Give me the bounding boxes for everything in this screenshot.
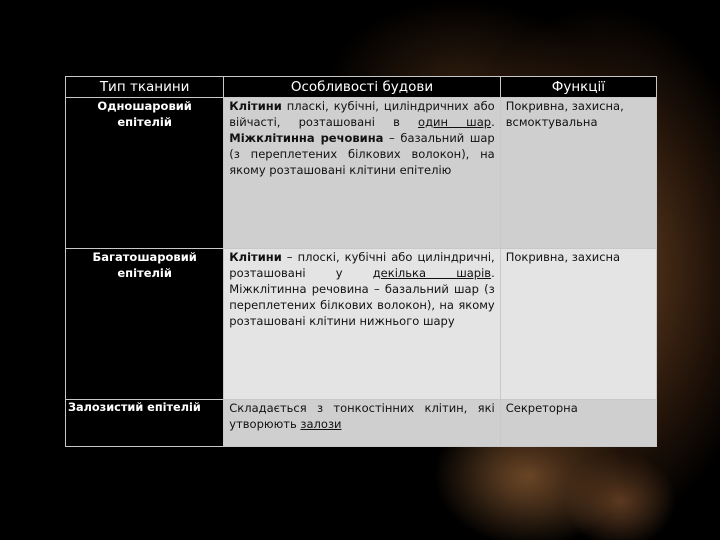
features-text: Складається з тонкостінних клітин, які утворюють (229, 401, 495, 431)
structure-features-cell (224, 400, 500, 447)
features-text: . (491, 115, 495, 129)
table-row (66, 249, 657, 400)
header-structure-features: Особливості будови (224, 77, 500, 98)
structure-features-cell (224, 249, 500, 400)
features-underlined-text: залози (300, 417, 342, 431)
tissue-type-cell: Одношаровий епітелій (66, 98, 224, 249)
functions-cell: Покривна, захисна, всмоктувальна (500, 98, 656, 249)
epithelium-table (65, 76, 657, 447)
features-text: – плоскі, кубічні або циліндричні, розташовані у (229, 250, 495, 280)
tissue-type-cell: Залозистий епітелій (66, 400, 224, 447)
features-bold-text: Клітини (229, 99, 282, 113)
features-bold-text: Міжклітинна речовина (229, 131, 384, 145)
functions-cell: Покривна, захисна (500, 249, 656, 400)
header-tissue-type: Тип тканини (66, 77, 224, 98)
table-header-row (66, 77, 657, 98)
features-text: – базальний шар (з переплетених білкових волокон), на якому розташовані клітини епітелію (229, 131, 495, 177)
features-underlined-text: декілька шарів (372, 266, 492, 280)
features-underlined-text: один шар (418, 115, 492, 129)
header-functions: Функції (500, 77, 656, 98)
table-row (66, 400, 657, 447)
features-bold-text: Клітини (229, 250, 282, 264)
structure-features-cell (224, 98, 500, 249)
tissue-type-cell: Багатошаровий епітелій (66, 249, 224, 400)
features-text: пласкі, кубічні, циліндричних або війчасті, розташовані в (229, 99, 495, 129)
features-text: . Міжклітинна речовина – базальний шар (з переплетених білкових волокон), на якому розташовані клітини нижнього шару (229, 266, 495, 328)
table-row (66, 98, 657, 249)
functions-cell: Секреторна (500, 400, 656, 447)
